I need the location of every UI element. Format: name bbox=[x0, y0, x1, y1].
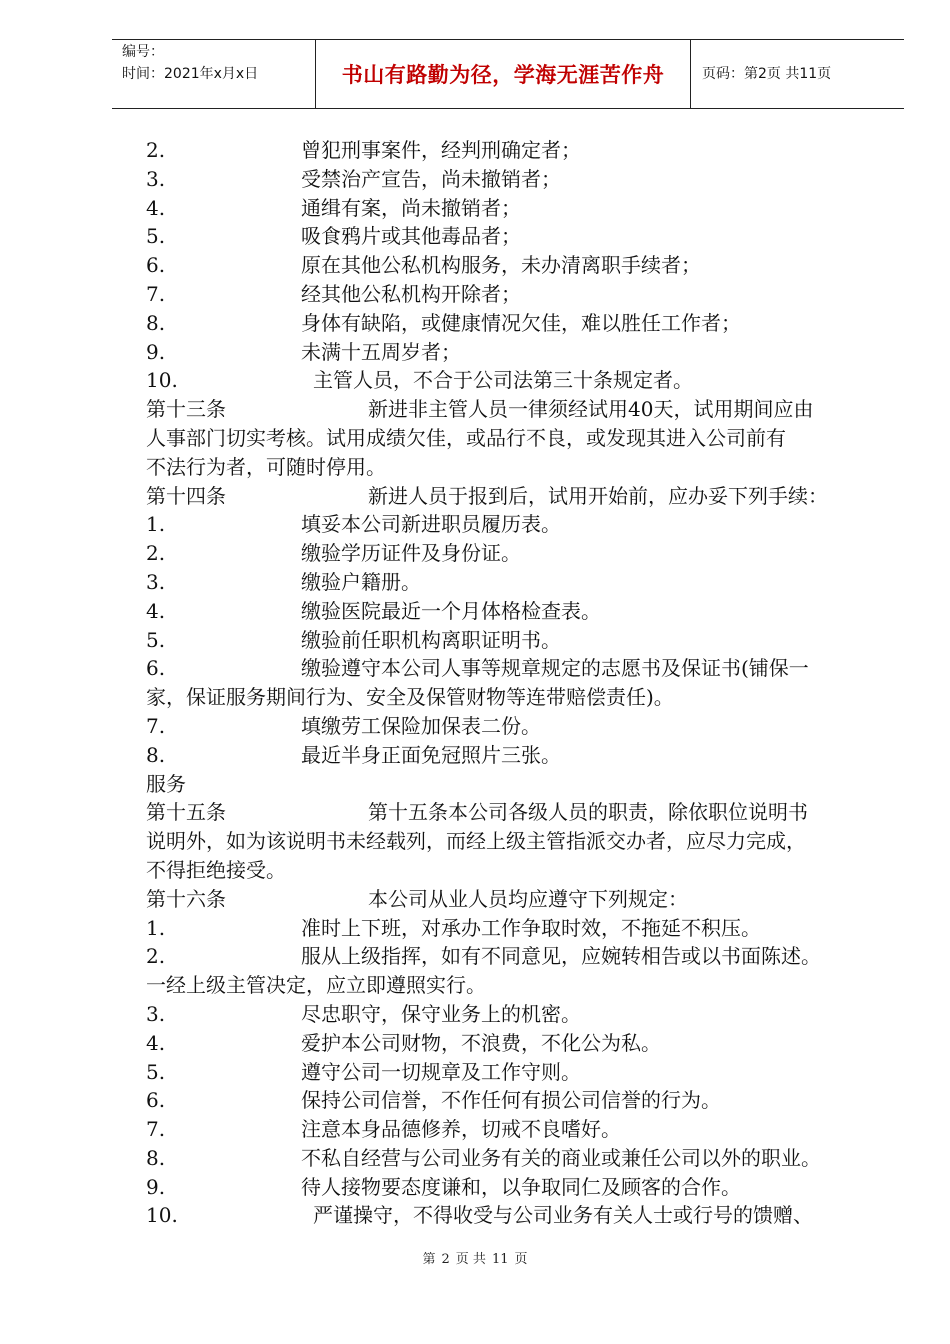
item-number: 1. bbox=[146, 915, 166, 940]
article-title: 第十五条 bbox=[146, 800, 226, 825]
item-text: 身体有缺陷，或健康情况欠佳，难以胜任工作者； bbox=[301, 310, 741, 335]
item-text: 严谨操守，不得收受与公司业务有关人士或行号的馈赠、 bbox=[313, 1203, 813, 1228]
article-text: 新进人员于报到后，试用开始前，应办妥下列手续： bbox=[368, 483, 828, 508]
item-text: 通缉有案，尚未撤销者； bbox=[301, 195, 521, 220]
item-text: 填缴劳工保险加保表二份。 bbox=[301, 713, 541, 738]
list-item bbox=[146, 222, 876, 251]
list-item bbox=[146, 1115, 876, 1144]
list-item bbox=[146, 741, 876, 770]
page-header bbox=[112, 39, 904, 109]
list-item bbox=[146, 338, 876, 367]
list-item bbox=[146, 1029, 876, 1058]
article-16 bbox=[146, 885, 876, 914]
footer-middle: 页 共 bbox=[455, 1252, 486, 1267]
article-14 bbox=[146, 482, 876, 511]
item-text: 一经上级主管决定，应立即遵照实行。 bbox=[146, 973, 486, 998]
list-item bbox=[146, 654, 876, 683]
item-text: 缴验遵守本公司人事等规章规定的志愿书及保证书(铺保一 bbox=[301, 656, 809, 681]
header-motto: 书山有路勤为径，学海无涯苦作舟 bbox=[341, 63, 665, 87]
list-item bbox=[146, 1058, 876, 1087]
list-item bbox=[146, 539, 876, 568]
article-text: 不法行为者，可随时停用。 bbox=[146, 454, 386, 479]
item-text: 填妥本公司新进职员履历表。 bbox=[301, 512, 561, 537]
item-text: 原在其他公私机构服务，未办清离职手续者； bbox=[301, 253, 701, 278]
item-number: 9. bbox=[146, 1174, 166, 1199]
item-number: 2. bbox=[146, 541, 166, 566]
item-number: 4. bbox=[146, 598, 166, 623]
list-item bbox=[146, 136, 876, 165]
article-13-continued bbox=[146, 453, 876, 482]
item-text: 尽忠职守，保守业务上的机密。 bbox=[301, 1001, 581, 1026]
list-item bbox=[146, 626, 876, 655]
item-number: 7. bbox=[146, 281, 166, 306]
footer-prefix: 第 bbox=[422, 1252, 436, 1267]
article-15 bbox=[146, 798, 876, 827]
header-date-label: 时间：2021年x月x日 bbox=[122, 66, 259, 82]
article-text: 新进非主管人员一律须经试用40天，试用期间应由 bbox=[368, 397, 814, 422]
list-item bbox=[146, 942, 876, 971]
list-item bbox=[146, 510, 876, 539]
header-meta bbox=[112, 40, 315, 108]
list-item bbox=[146, 1144, 876, 1173]
list-item bbox=[146, 165, 876, 194]
item-number: 1. bbox=[146, 512, 166, 537]
header-number-label: 编号： bbox=[122, 44, 164, 60]
list-item-continued bbox=[146, 971, 876, 1000]
article-15-continued bbox=[146, 856, 876, 885]
page-footer bbox=[0, 1248, 950, 1267]
list-item bbox=[146, 251, 876, 280]
item-text: 主管人员，不合于公司法第三十条规定者。 bbox=[313, 368, 693, 393]
header-page-cell bbox=[690, 40, 904, 108]
item-text: 保持公司信誉，不作任何有损公司信誉的行为。 bbox=[301, 1088, 721, 1113]
item-number: 6. bbox=[146, 253, 166, 278]
item-text: 缴验医院最近一个月体格检查表。 bbox=[301, 598, 601, 623]
item-number: 7. bbox=[146, 713, 166, 738]
footer-suffix: 页 bbox=[514, 1252, 528, 1267]
item-number: 6. bbox=[146, 1088, 166, 1113]
item-number: 4. bbox=[146, 1030, 166, 1055]
section-title: 服务 bbox=[146, 771, 186, 796]
item-text: 待人接物要态度谦和，以争取同仁及顾客的合作。 bbox=[301, 1174, 741, 1199]
item-text: 缴验户籍册。 bbox=[301, 569, 421, 594]
header-page-label: 页码：第2页 共11页 bbox=[702, 66, 832, 82]
list-item bbox=[146, 366, 876, 395]
item-number: 10. bbox=[146, 368, 178, 393]
item-text: 不私自经营与公司业务有关的商业或兼任公司以外的职业。 bbox=[301, 1145, 821, 1170]
list-item bbox=[146, 1086, 876, 1115]
item-number: 7. bbox=[146, 1117, 166, 1142]
article-text: 本公司从业人员均应遵守下列规定： bbox=[368, 886, 688, 911]
article-text: 第十五条本公司各级人员的职责，除依职位说明书 bbox=[368, 800, 808, 825]
article-text: 不得拒绝接受。 bbox=[146, 857, 286, 882]
section-heading bbox=[146, 770, 876, 799]
list-item bbox=[146, 194, 876, 223]
item-number: 8. bbox=[146, 310, 166, 335]
article-13 bbox=[146, 395, 876, 424]
item-number: 5. bbox=[146, 1059, 166, 1084]
item-number: 8. bbox=[146, 742, 166, 767]
article-text: 说明外，如为该说明书未经载列，而经上级主管指派交办者，应尽力完成， bbox=[146, 829, 806, 854]
list-item bbox=[146, 280, 876, 309]
item-number: 6. bbox=[146, 656, 166, 681]
item-text: 曾犯刑事案件，经判刑确定者； bbox=[301, 138, 581, 162]
list-item bbox=[146, 568, 876, 597]
footer-page-number: 2 bbox=[441, 1252, 450, 1267]
list-item bbox=[146, 597, 876, 626]
list-item bbox=[146, 1173, 876, 1202]
list-item bbox=[146, 712, 876, 741]
item-number: 3. bbox=[146, 1001, 166, 1026]
item-number: 9. bbox=[146, 339, 166, 364]
footer-total-pages: 11 bbox=[491, 1252, 509, 1267]
item-text: 未满十五周岁者； bbox=[301, 339, 461, 364]
header-motto-cell bbox=[315, 40, 691, 108]
item-text: 服从上级指挥，如有不同意见，应婉转相告或以书面陈述。 bbox=[301, 944, 821, 969]
item-text: 吸食鸦片或其他毒品者； bbox=[301, 224, 521, 249]
article-title: 第十三条 bbox=[146, 397, 226, 422]
item-text: 注意本身品德修养，切戒不良嗜好。 bbox=[301, 1117, 621, 1142]
list-item-continued bbox=[146, 683, 876, 712]
item-number: 10. bbox=[146, 1203, 178, 1228]
item-number: 4. bbox=[146, 195, 166, 220]
article-title: 第十四条 bbox=[146, 483, 226, 508]
list-item bbox=[146, 914, 876, 943]
item-text: 受禁治产宣告，尚未撤销者； bbox=[301, 166, 561, 191]
item-text: 经其他公私机构开除者； bbox=[301, 281, 521, 306]
item-text: 最近半身正面免冠照片三张。 bbox=[301, 742, 561, 767]
item-text: 缴验前任职机构离职证明书。 bbox=[301, 627, 561, 652]
item-text: 准时上下班，对承办工作争取时效，不拖延不积压。 bbox=[301, 915, 761, 940]
item-number: 3. bbox=[146, 166, 166, 191]
item-text: 爱护本公司财物，不浪费，不化公为私。 bbox=[301, 1030, 661, 1055]
list-item bbox=[146, 1000, 876, 1029]
item-number: 5. bbox=[146, 224, 166, 249]
item-number: 2. bbox=[146, 944, 166, 969]
item-number: 3. bbox=[146, 569, 166, 594]
article-15-continued bbox=[146, 827, 876, 856]
item-text: 家，保证服务期间行为、安全及保管财物等连带赔偿责任)。 bbox=[146, 685, 674, 710]
list-item bbox=[146, 309, 876, 338]
item-number: 8. bbox=[146, 1145, 166, 1170]
article-title: 第十六条 bbox=[146, 886, 226, 911]
item-number: 2. bbox=[146, 138, 166, 162]
item-number: 5. bbox=[146, 627, 166, 652]
document-body bbox=[146, 136, 876, 1230]
item-text: 缴验学历证件及身份证。 bbox=[301, 541, 521, 566]
article-text: 人事部门切实考核。试用成绩欠佳，或品行不良，或发现其进入公司前有 bbox=[146, 425, 786, 450]
list-item bbox=[146, 1201, 876, 1230]
article-13-continued bbox=[146, 424, 876, 453]
item-text: 遵守公司一切规章及工作守则。 bbox=[301, 1059, 581, 1084]
